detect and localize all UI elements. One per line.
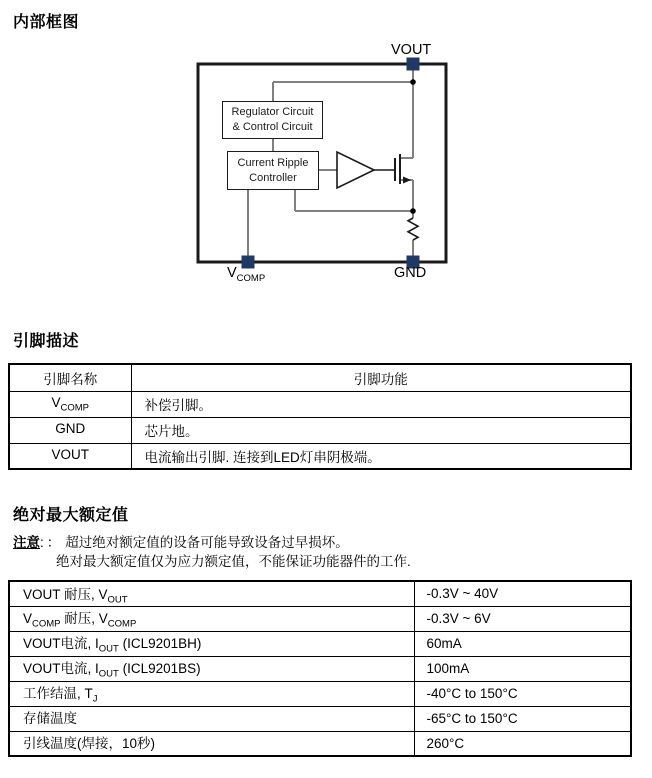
param-text: 耐压, V (60, 611, 108, 627)
section-title-abs-max-ratings: 绝对最大额定值 (13, 507, 129, 524)
ripple-block-line2: Controller (249, 171, 297, 184)
param-subscript: COMP (32, 619, 61, 631)
pin-name-cell (9, 443, 131, 469)
pin-function-header: 引脚功能 (131, 364, 631, 391)
note-colon-1: : (40, 535, 44, 550)
param-text: (ICL9201BS) (118, 661, 201, 677)
ripple-block-line1: Current Ripple (237, 156, 309, 169)
param-subscript: OUT (98, 669, 119, 681)
rating-param-cell (9, 706, 414, 731)
pin-name-text: V (51, 394, 61, 410)
pin-table-header-row (9, 364, 631, 391)
rating-value-cell: -65°C to 150°C (414, 706, 631, 731)
pin-name-subscript: COMP (60, 402, 89, 414)
note-line-1 (13, 533, 411, 552)
table-row (9, 656, 631, 681)
gnd-pin-label: GND (394, 265, 427, 281)
table-row (9, 631, 631, 656)
section-title-pin-description: 引脚描述 (13, 333, 80, 350)
param-subscript: OUT (107, 594, 128, 606)
rating-value-cell: 100mA (414, 656, 631, 681)
rating-param-cell (9, 606, 414, 631)
table-row (9, 731, 631, 756)
vcomp-label-sub: COMP (236, 272, 266, 284)
regulator-block-line2: & Control Circuit (232, 121, 313, 133)
vout-pin-label: VOUT (391, 42, 432, 58)
rating-param-cell (9, 631, 414, 656)
param-subscript: COMP (107, 619, 137, 631)
rating-param-cell (9, 581, 414, 606)
param-text: 存储温度 (23, 711, 77, 727)
rating-value-cell: 60mA (414, 631, 631, 656)
rating-param-cell (9, 731, 414, 756)
pin-description-table (8, 363, 632, 470)
pin-name-cell (9, 417, 131, 443)
pin-name-text: GND (55, 420, 86, 436)
rating-value-cell: -0.3V ~ 6V (414, 606, 631, 631)
rating-param-cell (9, 656, 414, 681)
abs-max-ratings-table (8, 580, 632, 757)
pin-function-cell: 芯片地。 (131, 417, 631, 443)
param-text: VOUT电流, I (23, 636, 99, 652)
vcomp-pin-label (227, 265, 265, 283)
current-ripple-controller-block (227, 151, 319, 190)
table-row (9, 417, 631, 443)
rating-value-cell: -40°C to 150°C (414, 681, 631, 706)
table-row (9, 443, 631, 469)
pin-name-text: VOUT (51, 446, 89, 462)
vcomp-label-main: V (227, 265, 237, 281)
table-row (9, 606, 631, 631)
note-colon-2: ： (46, 535, 61, 550)
param-text: VOUT电流, I (23, 661, 99, 677)
rating-param-cell (9, 681, 414, 706)
table-row (9, 706, 631, 731)
param-text: 引线温度(焊接，10秒) (23, 736, 156, 752)
param-text: V (23, 611, 33, 627)
note-text-1: 超过绝对额定值的设备可能导致设备过早损坏。 (65, 535, 349, 550)
param-text: VOUT 耐压, V (23, 586, 108, 602)
table-row (9, 391, 631, 417)
rating-value-cell: -0.3V ~ 40V (414, 581, 631, 606)
vout-pin-square (407, 58, 420, 71)
pin-function-cell: 电流输出引脚. 连接到LED灯串阴极端。 (131, 443, 631, 469)
param-subscript: J (92, 694, 98, 706)
pin-name-cell (9, 391, 131, 417)
regulator-circuit-block (222, 101, 323, 139)
note-text-2: 绝对最大额定值仅为应力额定值，不能保证功能器件的工作. (56, 554, 411, 569)
note-label: 注意 (13, 535, 40, 550)
param-text: 工作结温, T (23, 686, 93, 702)
rating-value-cell: 260°C (414, 731, 631, 756)
param-text: (ICL9201BH) (118, 636, 202, 652)
junction-dot-top (410, 79, 416, 85)
regulator-block-line1: Regulator Circuit (231, 106, 314, 118)
param-subscript: OUT (98, 644, 119, 656)
abs-max-notes (13, 533, 411, 571)
table-row (9, 681, 631, 706)
section-title-block-diagram: 内部框图 (13, 14, 80, 31)
pin-name-header: 引脚名称 (9, 364, 131, 391)
pin-function-cell: 补偿引脚。 (131, 391, 631, 417)
junction-dot-bottom (410, 208, 416, 214)
table-row (9, 581, 631, 606)
